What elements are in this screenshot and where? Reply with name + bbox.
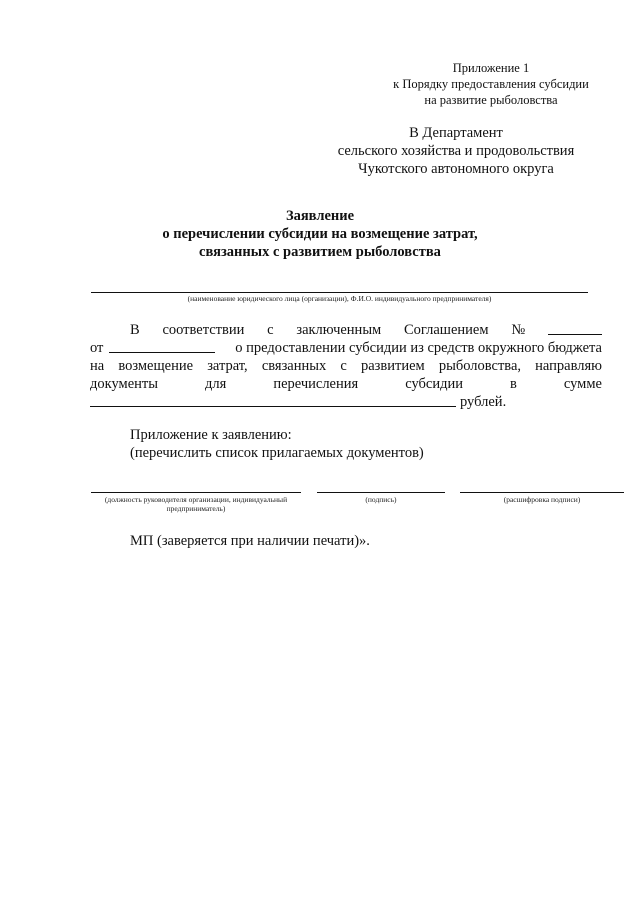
body-word: направляю: [535, 358, 602, 374]
body-row-2: [90, 339, 602, 357]
annex-line-1: Приложение 1: [452, 61, 530, 75]
body-paragraph: [90, 321, 602, 411]
body-word: Соглашением: [404, 322, 489, 338]
body-word: В: [130, 322, 140, 338]
applicant-name-line[interactable]: [91, 292, 588, 293]
recipient-line-1: В Департамент: [409, 125, 503, 141]
recipient-block: [316, 124, 596, 178]
body-word: затрат,: [207, 358, 248, 374]
attachment-block: [130, 426, 530, 462]
stamp-note: МП (заверяется при наличии печати)».: [130, 533, 370, 549]
body-row-5: [90, 393, 602, 411]
body-word: развитием: [360, 358, 425, 374]
title-line-2: о перечислении субсидии на возмещение затрат,: [162, 226, 478, 242]
body-word: заключенным: [296, 322, 382, 338]
body-word: на: [90, 358, 105, 374]
currency-label: рублей.: [460, 394, 507, 410]
body-row-4: [90, 375, 602, 393]
body-row-1: [90, 321, 602, 339]
subsidy-amount-field[interactable]: [90, 393, 456, 407]
body-word: документы: [90, 376, 158, 392]
body-word: для: [205, 376, 227, 392]
attachment-title: Приложение к заявлению:: [130, 427, 292, 443]
attachment-instruction: (перечислить список прилагаемых документов): [130, 445, 424, 461]
signature-caption: (подпись): [365, 495, 397, 504]
document-title: [100, 207, 540, 261]
title-line-3: связанных с развитием рыболовства: [199, 244, 441, 260]
body-text: о предоставлении субсидии из средств окружного бюджета: [235, 340, 602, 356]
body-word: связанных: [261, 358, 327, 374]
body-word: №: [511, 322, 526, 338]
agreement-number-field[interactable]: [548, 321, 602, 335]
signature-decoding-line[interactable]: [460, 492, 624, 493]
body-word: соответствии: [162, 322, 245, 338]
annex-line-3: на развитие рыболовства: [424, 93, 558, 107]
body-word: перечисления: [273, 376, 359, 392]
title-line-1: Заявление: [285, 208, 355, 224]
recipient-line-3: Чукотского автономного округа: [358, 161, 554, 177]
body-word: с: [340, 358, 347, 374]
recipient-line-2: сельского хозяйства и продовольствия: [337, 143, 575, 159]
agreement-date-field[interactable]: [109, 339, 215, 353]
body-word: сумме: [563, 376, 602, 392]
annex-line-2: к Порядку предоставления субсидии: [393, 77, 589, 91]
signature-line[interactable]: [317, 492, 445, 493]
body-word: субсидии: [405, 376, 463, 392]
position-caption: (должность руководителя организации, индивидуальный предприниматель): [104, 495, 288, 513]
applicant-caption: (наименование юридического лица (организации), Ф.И.О. индивидуального предпринимателя): [187, 294, 492, 303]
body-row-3: [90, 357, 602, 375]
body-word: от: [90, 340, 104, 356]
body-word: возмещение: [118, 358, 194, 374]
annex-header: [366, 60, 616, 108]
decoding-caption: (расшифровка подписи): [503, 495, 581, 504]
body-word: с: [267, 322, 274, 338]
position-line[interactable]: [91, 492, 301, 493]
body-word: рыболовства,: [438, 358, 522, 374]
body-word: в: [510, 376, 517, 392]
